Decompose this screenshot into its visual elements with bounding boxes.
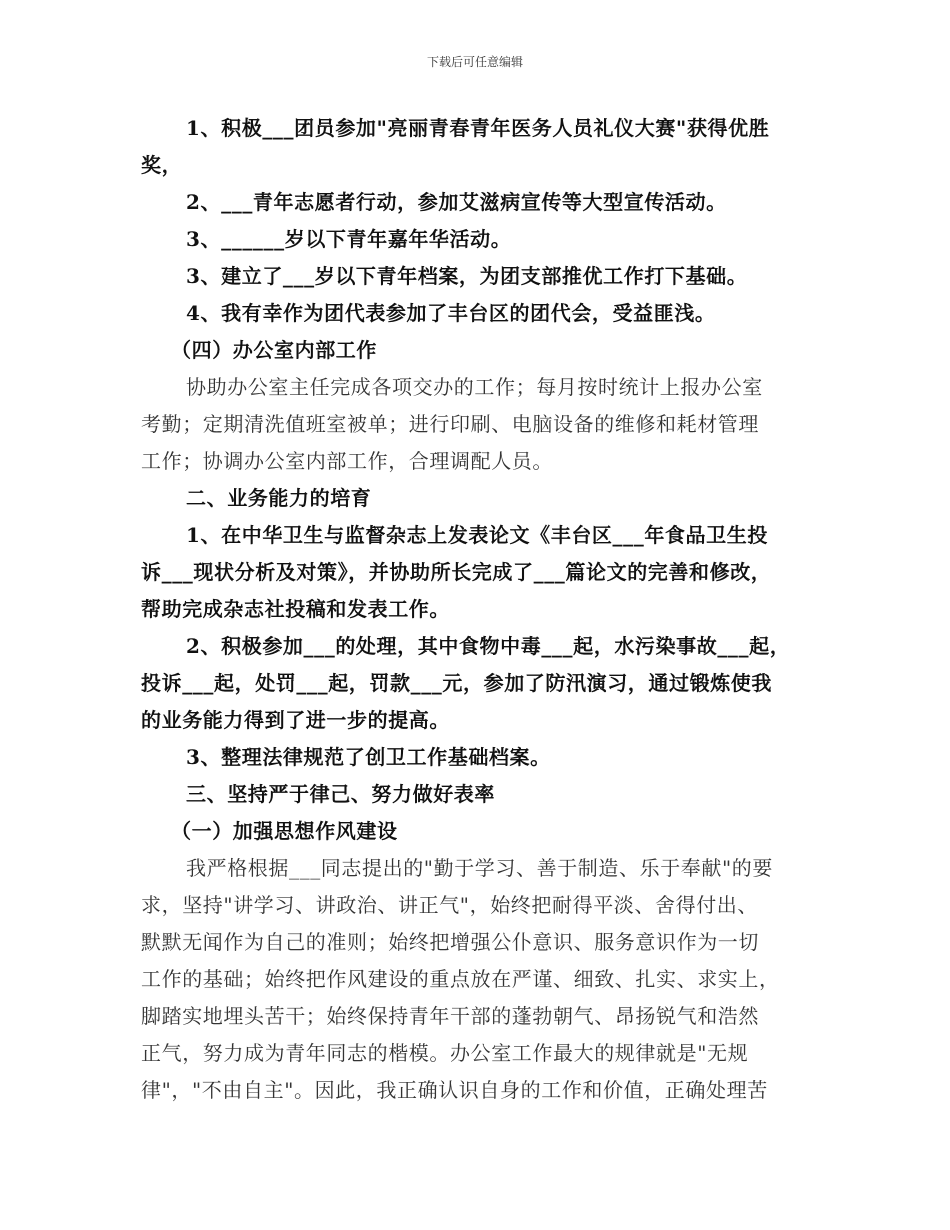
paragraph-line: 帮助完成杂志社投稿和发表工作。 (141, 597, 450, 621)
page-header: 下载后可任意编辑 (426, 55, 523, 69)
paragraph-line: 诉___现状分析及对策》，并协助所长完成了___篇论文的完善和修改， (141, 560, 772, 584)
paragraph-line: 律"，"不由自主"。因此，我正确认识自身的工作和价值，正确处理苦 (141, 1078, 768, 1102)
paragraph-line: 奖， (141, 153, 183, 177)
section-heading: （四）办公室内部工作 (171, 338, 377, 362)
paragraph-line: 求，坚持"讲学习、讲政治、讲正气"，始终把耐得平淡、舍得付出、 (141, 893, 758, 917)
paragraph-line: 默默无闻作为自己的准则；始终把增强公仆意识、服务意识作为一切 (141, 930, 759, 954)
paragraph-line: 工作的基础；始终把作风建设的重点放在严谨、细致、扎实、求实上， (141, 967, 780, 991)
paragraph-line: 2、积极参加___的处理，其中食物中毒___起，水污染事故___起， (186, 634, 791, 658)
paragraph-line: 脚踏实地埋头苦干；始终保持青年干部的蓬勃朝气、昂扬锐气和浩然 (141, 1004, 759, 1028)
paragraph-line: 正气，努力成为青年同志的楷模。办公室工作最大的规律就是"无规 (141, 1041, 749, 1065)
document-body (141, 110, 813, 1109)
section-heading: 三、坚持严于律己、努力做好表率 (186, 782, 495, 806)
paragraph-line: 1、积极___团员参加"亮丽青春青年医务人员礼仪大赛"获得优胜 (186, 116, 770, 140)
paragraph-line: 3、______岁以下青年嘉年华活动。 (186, 227, 512, 251)
paragraph-line: 的业务能力得到了进一步的提高。 (141, 708, 450, 732)
section-heading: （一）加强思想作风建设 (171, 819, 398, 843)
section-heading: 二、业务能力的培育 (186, 486, 372, 510)
paragraph-line: 协助办公室主任完成各项交办的工作；每月按时统计上报办公室 (186, 375, 763, 399)
paragraph-line: 投诉___起，处罚___起，罚款___元，参加了防汛演习，通过锻炼使我 (141, 671, 772, 695)
paragraph-line: 我严格根据___同志提出的"勤于学习、善于制造、乐于奉献"的要 (186, 856, 773, 880)
paragraph-line: 考勤；定期清洗值班室被单；进行印刷、电脑设备的维修和耗材管理 (141, 412, 759, 436)
paragraph-line: 4、我有幸作为团代表参加了丰台区的团代会，受益匪浅。 (186, 301, 716, 325)
paragraph-line: 2、___青年志愿者行动，参加艾滋病宣传等大型宣传活动。 (186, 190, 727, 214)
paragraph-line: 3、整理法律规范了创卫工作基础档案。 (186, 745, 551, 769)
paragraph-line: 3、建立了___岁以下青年档案，为团支部推优工作打下基础。 (186, 264, 748, 288)
paragraph-line: 1、在中华卫生与监督杂志上发表论文《丰台区___年食品卫生投 (186, 523, 768, 547)
paragraph-line: 工作；协调办公室内部工作，合理调配人员。 (141, 449, 553, 473)
